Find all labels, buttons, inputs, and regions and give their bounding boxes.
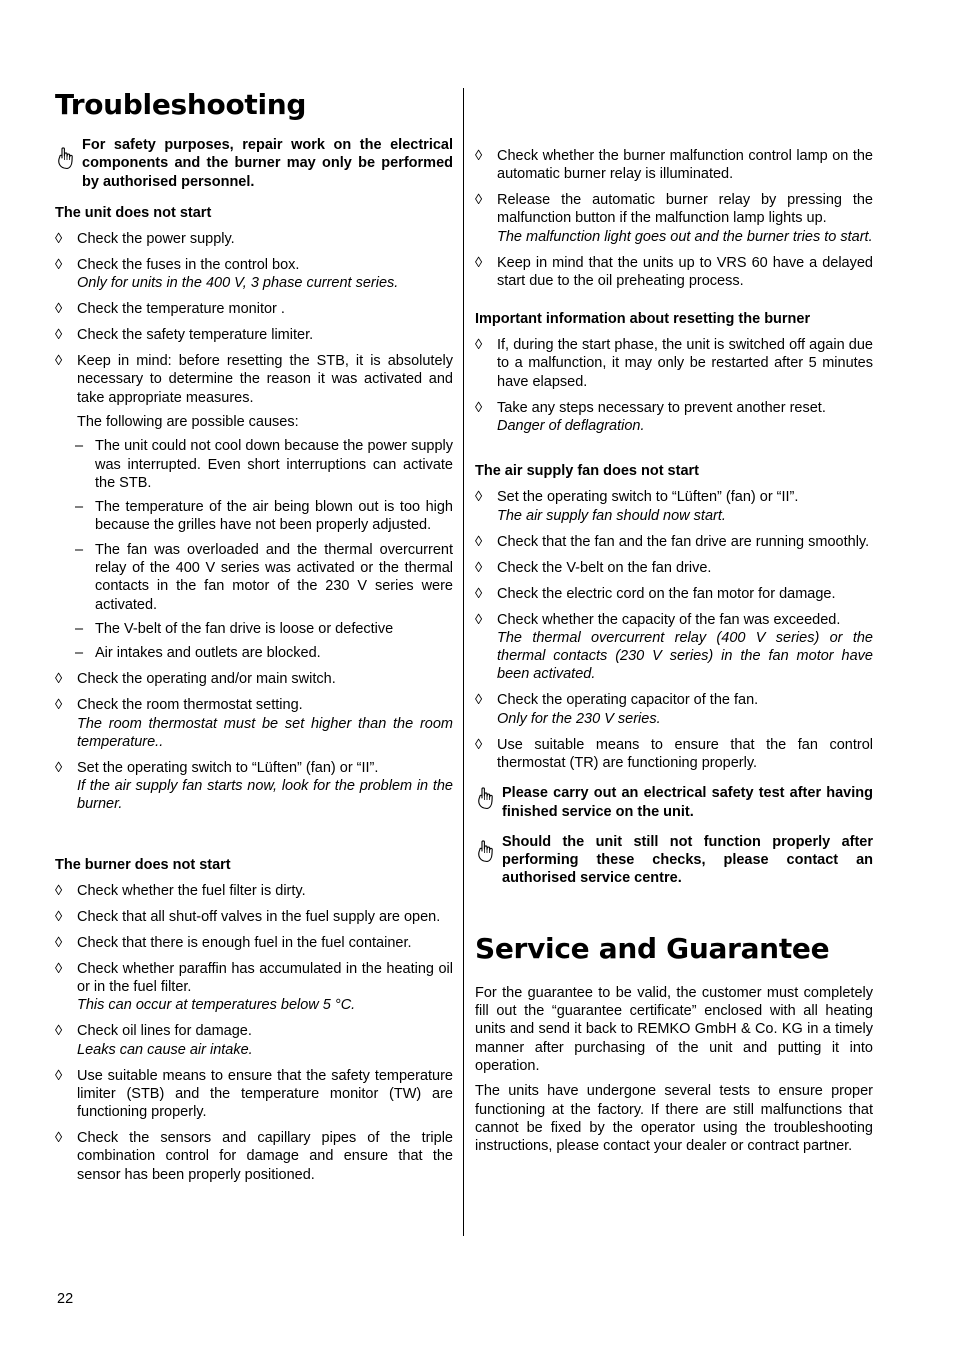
- list-item: [55, 300, 453, 318]
- cause-item: [55, 437, 453, 492]
- diamond-bullet-icon: ◊: [55, 1023, 63, 1040]
- diamond-bullet-icon: ◊: [475, 337, 483, 354]
- list-item-text: If, during the start phase, the unit is switched off again due to a malfunction, it may only be restarted after 5 minutes have elapsed.: [497, 337, 873, 390]
- dash-bullet: –: [75, 438, 84, 455]
- list-item-text: Check whether the fuel filter is dirty.: [77, 882, 306, 899]
- diamond-bullet-icon: ◊: [55, 934, 63, 951]
- service-centre-note-text: Should the unit still not function properly after performing these checks, please contact an authorised service centre.: [502, 833, 873, 887]
- list-item-text: Keep in mind that the units up to VRS 60 have a delayed start due to the oil preheating process.: [497, 254, 873, 289]
- list-item-note: Only for the 230 V series.: [497, 710, 661, 727]
- list-item: [475, 488, 873, 525]
- list-item-text: Check whether the burner malfunction control lamp on the automatic burner relay is illuminated.: [497, 147, 873, 182]
- list-item-note: Only for units in the 400 V, 3 phase current series.: [77, 275, 399, 292]
- column-divider: [463, 88, 464, 1236]
- left-column: [55, 88, 453, 1184]
- service-centre-note: [475, 833, 873, 888]
- fan-start-list: [475, 488, 873, 772]
- list-item-text: Check the temperature monitor .: [77, 301, 285, 318]
- list-item: [55, 960, 453, 1015]
- diamond-bullet-icon: ◊: [55, 759, 63, 776]
- pointing-hand-icon: [56, 146, 77, 170]
- diamond-bullet-icon: ◊: [475, 147, 483, 164]
- cause-item: [55, 644, 453, 662]
- list-item: [55, 1129, 453, 1184]
- list-item-text: Check the operating and/or main switch.: [77, 671, 336, 688]
- cause-text: The unit could not cool down because the power supply was interrupted. Even short interruptions can activate the STB.: [95, 438, 453, 491]
- diamond-bullet-icon: ◊: [55, 671, 63, 688]
- safety-note: [55, 136, 453, 191]
- list-item-text: Check oil lines for damage.: [77, 1023, 252, 1040]
- causes-list: [55, 437, 453, 662]
- diamond-bullet-icon: ◊: [55, 1130, 63, 1147]
- diamond-bullet-icon: ◊: [475, 559, 483, 576]
- list-item: [475, 611, 873, 684]
- burner-relay-list: [475, 147, 873, 290]
- causes-intro: The following are possible causes:: [77, 414, 299, 430]
- list-item: [475, 533, 873, 551]
- list-item-text: Check whether paraffin has accumulated in the heating oil or in the fuel filter.: [77, 960, 453, 995]
- list-item: [475, 585, 873, 603]
- list-item: [55, 230, 453, 248]
- dash-bullet: –: [75, 499, 84, 516]
- electrical-safety-note: [475, 784, 873, 821]
- cause-text: The temperature of the air being blown out is too high because the grilles have not been properly adjusted.: [95, 499, 453, 534]
- dash-bullet: –: [75, 620, 84, 637]
- diamond-bullet-icon: ◊: [55, 301, 63, 318]
- diamond-bullet-icon: ◊: [55, 353, 63, 370]
- diamond-bullet-icon: ◊: [475, 399, 483, 416]
- pointing-hand-icon: [476, 839, 497, 863]
- dash-bullet: –: [75, 645, 84, 662]
- list-item-note: The thermal overcurrent relay (400 V series) or the thermal contacts (230 V series) in the fan motor have been activated.: [497, 629, 873, 683]
- list-item-text: Check the fuses in the control box.: [77, 256, 300, 273]
- page-number: 22: [57, 1291, 74, 1307]
- guarantee-paragraph: For the guarantee to be valid, the customer must completely fill out the “guarantee certificate” enclosed with all heating units and send it back to REMKO GmbH & Co. KG in a timely manner after purchasing of the unit and putting it into operation.: [475, 984, 873, 1074]
- list-item-text: Use suitable means to ensure that the fan control thermostat (TR) are functioning properly.: [497, 736, 873, 771]
- section-heading-resetting-burner: Important information about resetting the burner: [475, 311, 811, 328]
- list-item: [55, 352, 453, 407]
- list-item-text: Check the safety temperature limiter.: [77, 327, 314, 344]
- list-item: [475, 559, 873, 577]
- list-item-text: Set the operating switch to “Lüften” (fan) or “II”.: [497, 489, 799, 506]
- diamond-bullet-icon: ◊: [475, 533, 483, 550]
- diamond-bullet-icon: ◊: [475, 254, 483, 271]
- list-item-note: The air supply fan should now start.: [497, 507, 726, 524]
- list-item-text: Check the room thermostat setting.: [77, 697, 303, 714]
- diamond-bullet-icon: ◊: [55, 327, 63, 344]
- cause-text: The fan was overloaded and the thermal overcurrent relay of the 400 V series was activated or the thermal contacts in the fan motor of the 230 V series were activated.: [95, 541, 453, 613]
- list-item: [475, 691, 873, 728]
- diamond-bullet-icon: ◊: [55, 882, 63, 899]
- list-item-note: The room thermostat must be set higher than the room temperature..: [77, 715, 453, 750]
- list-item: [475, 147, 873, 184]
- list-item-text: Keep in mind: before resetting the STB, it is absolutely necessary to determine the reason it was activated and take appropriate measures.: [77, 353, 453, 406]
- list-item-text: Check the operating capacitor of the fan.: [497, 692, 759, 709]
- unit-start-list: [55, 230, 453, 407]
- resetting-list: [475, 336, 873, 435]
- diamond-bullet-icon: ◊: [475, 692, 483, 709]
- list-item: [55, 934, 453, 952]
- cause-item: [55, 541, 453, 614]
- list-item-text: Check that there is enough fuel in the fuel container.: [77, 934, 412, 951]
- list-item: [55, 326, 453, 344]
- list-item: [475, 399, 873, 436]
- list-item: [55, 1067, 453, 1122]
- list-item: [475, 191, 873, 246]
- list-item-note: If the air supply fan starts now, look for the problem in the burner.: [77, 778, 453, 813]
- list-item: [55, 670, 453, 688]
- pointing-hand-icon: [476, 786, 497, 810]
- list-item: [475, 254, 873, 291]
- right-column: [475, 139, 873, 1155]
- list-item: [475, 736, 873, 773]
- troubleshooting-title: Troubleshooting: [55, 88, 307, 121]
- cause-item: [55, 620, 453, 638]
- diamond-bullet-icon: ◊: [55, 256, 63, 273]
- list-item: [55, 882, 453, 900]
- list-item: [55, 908, 453, 926]
- diamond-bullet-icon: ◊: [55, 230, 63, 247]
- list-item-text: Use suitable means to ensure that the safety temperature limiter (STB) and the temperature monitor (TW) are functioning properly.: [77, 1067, 453, 1121]
- burner-start-list: [55, 882, 453, 1184]
- dash-bullet: –: [75, 541, 84, 558]
- unit-start-list-continued: [55, 670, 453, 813]
- list-item-text: Check the electric cord on the fan motor for damage.: [497, 585, 836, 602]
- diamond-bullet-icon: ◊: [475, 191, 483, 208]
- list-item: [55, 759, 453, 814]
- diamond-bullet-icon: ◊: [55, 697, 63, 714]
- list-item-text: Check that the fan and the fan drive are running smoothly.: [497, 533, 870, 550]
- list-item-text: Check whether the capacity of the fan was exceeded.: [497, 611, 841, 628]
- cause-text: The V-belt of the fan drive is loose or defective: [95, 620, 394, 637]
- list-item-text: Check the V-belt on the fan drive.: [497, 559, 712, 576]
- diamond-bullet-icon: ◊: [55, 960, 63, 977]
- safety-note-text: For safety purposes, repair work on the electrical components and the burner may only be performed by authorised personnel.: [82, 137, 453, 190]
- diamond-bullet-icon: ◊: [55, 1067, 63, 1084]
- list-item-text: Check the sensors and capillary pipes of the triple combination control for damage and ensure that the sensor has been properly positioned.: [77, 1130, 453, 1183]
- list-item: [55, 696, 453, 751]
- electrical-safety-note-text: Please carry out an electrical safety test after having finished service on the unit.: [502, 785, 873, 820]
- list-item: [475, 336, 873, 391]
- list-item-text: Take any steps necessary to prevent another reset.: [497, 399, 826, 416]
- list-item-note: Danger of deflagration.: [497, 418, 645, 434]
- section-heading-unit-does-not-start: The unit does not start: [55, 204, 212, 221]
- list-item-text: Check the power supply.: [77, 230, 235, 247]
- list-item-text: Set the operating switch to “Lüften” (fan) or “II”.: [77, 759, 379, 776]
- diamond-bullet-icon: ◊: [475, 489, 483, 506]
- list-item-note: This can occur at temperatures below 5 °C.: [77, 997, 356, 1014]
- cause-item: [55, 498, 453, 535]
- section-heading-burner-does-not-start: The burner does not start: [55, 856, 231, 873]
- list-item: [55, 256, 453, 293]
- list-item-note: The malfunction light goes out and the burner tries to start.: [497, 228, 873, 245]
- list-item-note: Leaks can cause air intake.: [77, 1041, 253, 1058]
- section-heading-fan-does-not-start: The air supply fan does not start: [475, 463, 699, 480]
- diamond-bullet-icon: ◊: [475, 585, 483, 602]
- list-item: [55, 1022, 453, 1059]
- list-item-text: Release the automatic burner relay by pressing the malfunction button if the malfunction lamp lights up.: [497, 191, 873, 227]
- service-guarantee-title: Service and Guarantee: [475, 931, 830, 965]
- diamond-bullet-icon: ◊: [55, 908, 63, 925]
- diamond-bullet-icon: ◊: [475, 736, 483, 753]
- cause-text: Air intakes and outlets are blocked.: [95, 645, 321, 662]
- diamond-bullet-icon: ◊: [475, 611, 483, 628]
- testing-paragraph: The units have undergone several tests to ensure proper functioning at the factory. If there are still malfunctions that cannot be fixed by the operator using the troubleshooting instructions, please contact your dealer or contract partner.: [475, 1083, 873, 1155]
- list-item-text: Check that all shut-off valves in the fuel supply are open.: [77, 908, 441, 925]
